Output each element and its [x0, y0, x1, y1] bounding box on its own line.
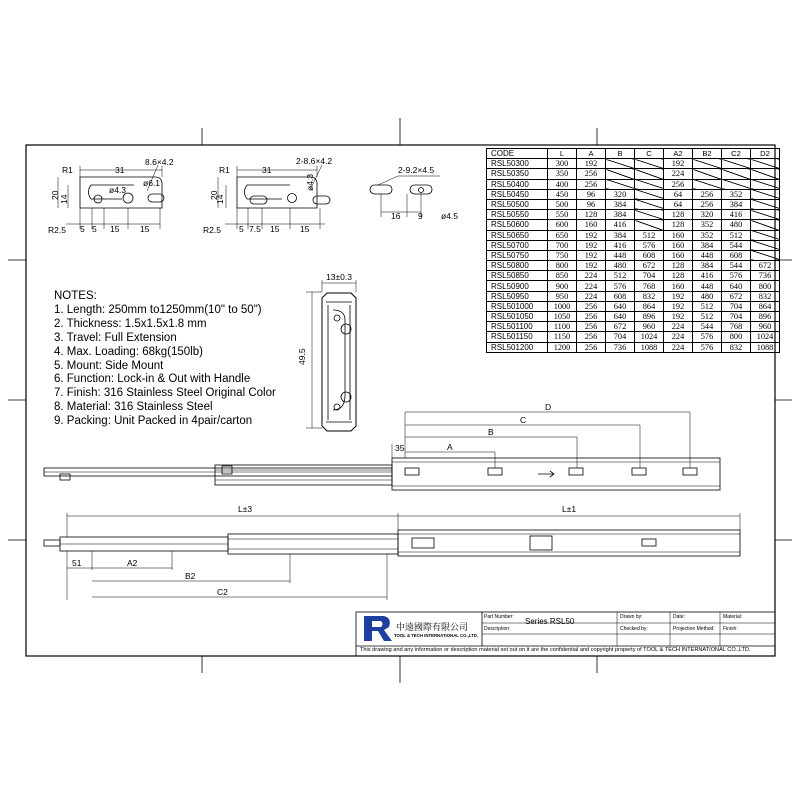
- value-cell: 672: [606, 322, 635, 332]
- value-cell: 160: [577, 220, 606, 230]
- code-cell: RSL501000: [487, 301, 548, 311]
- side-view-closed: [44, 513, 740, 600]
- dimension-table: [486, 148, 780, 353]
- code-cell: RSL501200: [487, 342, 548, 352]
- value-cell: 128: [664, 271, 693, 281]
- value-cell: 896: [635, 312, 664, 322]
- column-header: C2: [722, 149, 751, 159]
- value-cell: 192: [577, 159, 606, 169]
- dim-text: C2: [217, 587, 228, 597]
- value-cell: 608: [635, 250, 664, 260]
- value-cell: 192: [664, 312, 693, 322]
- dim-text: 49.5: [297, 348, 307, 365]
- value-cell: 608: [606, 291, 635, 301]
- value-cell: 256: [664, 179, 693, 189]
- value-cell: [606, 169, 635, 179]
- value-cell: 900: [548, 281, 577, 291]
- value-cell: 480: [693, 291, 722, 301]
- value-cell: 640: [606, 312, 635, 322]
- value-cell: 224: [664, 169, 693, 179]
- table-row: [487, 291, 780, 301]
- dim-text: 14: [215, 194, 225, 204]
- dim-text: 9: [418, 211, 423, 221]
- dim-text: 31: [262, 165, 272, 175]
- code-cell: RSL50850: [487, 271, 548, 281]
- value-cell: 352: [693, 220, 722, 230]
- value-cell: 192: [664, 291, 693, 301]
- value-cell: [751, 159, 780, 169]
- cross-section-view: [306, 280, 356, 431]
- value-cell: [635, 169, 664, 179]
- code-cell: RSL50350: [487, 169, 548, 179]
- value-cell: [693, 169, 722, 179]
- table-row: [487, 189, 780, 199]
- value-cell: 576: [635, 240, 664, 250]
- column-header: CODE: [487, 149, 548, 159]
- company-logo: [364, 616, 392, 641]
- value-cell: 224: [577, 281, 606, 291]
- value-cell: 160: [664, 281, 693, 291]
- dim-text: 35: [395, 443, 405, 453]
- value-cell: [751, 189, 780, 199]
- table-row: [487, 179, 780, 189]
- value-cell: 768: [722, 322, 751, 332]
- value-cell: [693, 159, 722, 169]
- value-cell: 256: [577, 342, 606, 352]
- value-cell: 416: [606, 240, 635, 250]
- value-cell: 576: [693, 332, 722, 342]
- value-cell: 650: [548, 230, 577, 240]
- value-cell: 224: [664, 332, 693, 342]
- value-cell: 224: [577, 271, 606, 281]
- dim-text: 15: [140, 224, 150, 234]
- value-cell: 96: [577, 199, 606, 209]
- bracket-detail-1: [58, 165, 164, 229]
- date-label: Date:: [673, 614, 685, 620]
- code-cell: RSL501100: [487, 322, 548, 332]
- value-cell: 256: [577, 169, 606, 179]
- value-cell: 480: [606, 261, 635, 271]
- value-cell: 800: [751, 281, 780, 291]
- value-cell: 704: [722, 301, 751, 311]
- value-cell: [635, 159, 664, 169]
- value-cell: 512: [693, 301, 722, 311]
- value-cell: [635, 220, 664, 230]
- value-cell: 384: [606, 210, 635, 220]
- value-cell: 1000: [548, 301, 577, 311]
- value-cell: [693, 179, 722, 189]
- dim-text: B2: [185, 571, 196, 581]
- value-cell: 736: [606, 342, 635, 352]
- value-cell: 850: [548, 271, 577, 281]
- value-cell: 96: [577, 189, 606, 199]
- dim-text: R2.5: [48, 225, 66, 235]
- value-cell: [751, 250, 780, 260]
- value-cell: 256: [693, 199, 722, 209]
- notes-heading: NOTES:: [54, 290, 97, 302]
- value-cell: 600: [548, 220, 577, 230]
- code-cell: RSL50800: [487, 261, 548, 271]
- part-number-label: Part Number:: [484, 614, 514, 620]
- dim-text: B: [488, 427, 494, 437]
- table-row: [487, 220, 780, 230]
- table-row: [487, 301, 780, 311]
- value-cell: 1088: [751, 342, 780, 352]
- code-cell: RSL50450: [487, 189, 548, 199]
- dim-text: A: [447, 442, 453, 452]
- note-item: 6. Function: Lock-in & Out with Handle: [54, 373, 251, 386]
- value-cell: 512: [693, 312, 722, 322]
- value-cell: 864: [635, 301, 664, 311]
- value-cell: 1050: [548, 312, 577, 322]
- value-cell: 448: [693, 250, 722, 260]
- dim-text: 13±0.3: [326, 272, 352, 282]
- value-cell: [606, 159, 635, 169]
- table-row: [487, 281, 780, 291]
- dim-text: 7.5: [249, 224, 261, 234]
- value-cell: 300: [548, 159, 577, 169]
- value-cell: [751, 240, 780, 250]
- value-cell: 1024: [751, 332, 780, 342]
- table-header-row: [487, 149, 780, 159]
- note-item: 5. Mount: Side Mount: [54, 359, 164, 372]
- drawn-by-label: Drawn by:: [620, 614, 643, 620]
- value-cell: 512: [635, 230, 664, 240]
- table-row: [487, 240, 780, 250]
- value-cell: 750: [548, 250, 577, 260]
- value-cell: 832: [751, 291, 780, 301]
- note-item: 8. Material: 316 Stainless Steel: [54, 401, 213, 414]
- value-cell: 128: [664, 210, 693, 220]
- value-cell: 256: [693, 189, 722, 199]
- value-cell: 1150: [548, 332, 577, 342]
- value-cell: 224: [577, 291, 606, 301]
- value-cell: 736: [751, 271, 780, 281]
- value-cell: 224: [664, 342, 693, 352]
- value-cell: 704: [606, 332, 635, 342]
- value-cell: [751, 210, 780, 220]
- value-cell: [722, 179, 751, 189]
- value-cell: 352: [722, 189, 751, 199]
- table-row: [487, 322, 780, 332]
- dim-text: R1: [62, 165, 73, 175]
- dim-text: 20: [50, 190, 60, 200]
- dim-text: 51: [72, 558, 82, 568]
- value-cell: 950: [548, 291, 577, 301]
- note-item: 7. Finish: 316 Stainless Steel Original Color: [54, 387, 276, 400]
- table-row: [487, 342, 780, 352]
- table-row: [487, 312, 780, 322]
- value-cell: 544: [722, 261, 751, 271]
- copyright-footer: This drawing and any information or description material set out on it are the confidential and copyright property of TOOL & TECH INTERNATIONAL CO.,LTD.: [360, 647, 751, 653]
- value-cell: 256: [577, 312, 606, 322]
- value-cell: 704: [722, 312, 751, 322]
- column-header: B: [606, 149, 635, 159]
- value-cell: 320: [693, 210, 722, 220]
- value-cell: 160: [664, 240, 693, 250]
- value-cell: 448: [693, 281, 722, 291]
- value-cell: [751, 179, 780, 189]
- value-cell: 896: [751, 312, 780, 322]
- value-cell: 64: [664, 189, 693, 199]
- value-cell: 512: [722, 230, 751, 240]
- value-cell: 256: [577, 301, 606, 311]
- value-cell: 128: [664, 220, 693, 230]
- code-cell: RSL50750: [487, 250, 548, 260]
- column-header: L: [548, 149, 577, 159]
- dim-text: 31: [115, 165, 125, 175]
- value-cell: 1100: [548, 322, 577, 332]
- value-cell: 192: [577, 250, 606, 260]
- value-cell: [635, 179, 664, 189]
- value-cell: 192: [664, 159, 693, 169]
- value-cell: 640: [722, 281, 751, 291]
- dim-text: L±3: [238, 504, 253, 514]
- code-cell: RSL50300: [487, 159, 548, 169]
- dim-text: ø4.3: [109, 185, 127, 195]
- value-cell: 576: [722, 271, 751, 281]
- dim-text: 15: [110, 224, 120, 234]
- value-cell: 256: [577, 179, 606, 189]
- bracket-detail-3: [370, 176, 440, 217]
- value-cell: 384: [693, 240, 722, 250]
- value-cell: 192: [664, 301, 693, 311]
- company-name-cn: 中遠國際有限公司: [396, 622, 469, 632]
- value-cell: 160: [664, 230, 693, 240]
- table-row: [487, 210, 780, 220]
- note-item: 4. Max. Loading: 68kg(150lb): [54, 345, 203, 358]
- dim-text: 20: [209, 190, 219, 200]
- note-item: 2. Thickness: 1.5x1.5x1.8 mm: [54, 317, 207, 330]
- finish-label: Finish:: [723, 626, 738, 632]
- value-cell: 192: [577, 240, 606, 250]
- value-cell: 768: [635, 281, 664, 291]
- value-cell: [751, 230, 780, 240]
- dim-text: 16: [391, 211, 401, 221]
- dim-text: 5: [92, 224, 97, 234]
- checked-by-label: Checked by:: [620, 626, 648, 632]
- description-label: Description:: [484, 626, 511, 632]
- value-cell: 416: [693, 271, 722, 281]
- note-item: 9. Packing: Unit Packed in 4pair/carton: [54, 415, 253, 428]
- material-label: Material:: [723, 614, 743, 620]
- value-cell: [635, 199, 664, 209]
- value-cell: 448: [606, 250, 635, 260]
- part-number-value: Series RSL50: [525, 617, 575, 626]
- value-cell: 1024: [635, 332, 664, 342]
- dim-text: R1: [219, 165, 230, 175]
- value-cell: 416: [722, 210, 751, 220]
- column-header: C: [635, 149, 664, 159]
- dim-text: L±1: [562, 504, 577, 514]
- dim-text: ø6.1: [143, 178, 161, 188]
- value-cell: 384: [722, 199, 751, 209]
- value-cell: 704: [635, 271, 664, 281]
- value-cell: 672: [722, 291, 751, 301]
- value-cell: 416: [606, 220, 635, 230]
- dim-text: ø4.3: [305, 173, 315, 191]
- dim-text: D: [545, 402, 552, 412]
- code-cell: RSL50400: [487, 179, 548, 189]
- code-cell: RSL501050: [487, 312, 548, 322]
- dim-text: C: [520, 415, 527, 425]
- value-cell: 350: [548, 169, 577, 179]
- notes-block: [54, 290, 276, 429]
- value-cell: 550: [548, 210, 577, 220]
- value-cell: 800: [722, 332, 751, 342]
- value-cell: 1088: [635, 342, 664, 352]
- value-cell: [751, 199, 780, 209]
- table-row: [487, 271, 780, 281]
- dim-text: R2.5: [203, 225, 221, 235]
- column-header: A: [577, 149, 606, 159]
- dim-text: 14: [59, 194, 69, 204]
- value-cell: 544: [722, 240, 751, 250]
- dim-text: A2: [127, 558, 138, 568]
- column-header: A2: [664, 149, 693, 159]
- value-cell: 640: [606, 301, 635, 311]
- value-cell: 576: [693, 342, 722, 352]
- value-cell: 384: [606, 199, 635, 209]
- value-cell: 384: [693, 261, 722, 271]
- value-cell: 864: [751, 301, 780, 311]
- dim-text: 15: [300, 224, 310, 234]
- value-cell: [722, 169, 751, 179]
- value-cell: 128: [577, 210, 606, 220]
- dim-text: ø4.5: [441, 211, 459, 221]
- value-cell: 450: [548, 189, 577, 199]
- code-cell: RSL50900: [487, 281, 548, 291]
- projection-label: Projection Method:: [673, 626, 715, 632]
- value-cell: 800: [548, 261, 577, 271]
- dim-text: 5: [80, 224, 85, 234]
- value-cell: 960: [635, 322, 664, 332]
- note-item: 3. Travel: Full Extension: [54, 331, 177, 344]
- value-cell: 1200: [548, 342, 577, 352]
- value-cell: 256: [577, 332, 606, 342]
- value-cell: [751, 169, 780, 179]
- table-row: [487, 169, 780, 179]
- dim-text: 2-8.6×4.2: [296, 156, 333, 166]
- dim-text: 5: [239, 224, 244, 234]
- code-cell: RSL50950: [487, 291, 548, 301]
- code-cell: RSL50650: [487, 230, 548, 240]
- code-cell: RSL50550: [487, 210, 548, 220]
- value-cell: 384: [606, 230, 635, 240]
- dim-text: 8.6×4.2: [145, 157, 174, 167]
- company-name-en: TOOL & TECH INTERNATIONAL CO.,LTD.: [394, 633, 479, 638]
- value-cell: [606, 179, 635, 189]
- value-cell: 672: [635, 261, 664, 271]
- value-cell: 64: [664, 199, 693, 209]
- value-cell: 832: [722, 342, 751, 352]
- column-header: B2: [693, 149, 722, 159]
- table-row: [487, 250, 780, 260]
- table-row: [487, 261, 780, 271]
- code-cell: RSL50700: [487, 240, 548, 250]
- dim-text: 2-9.2×4.5: [398, 165, 435, 175]
- column-header: D2: [751, 149, 780, 159]
- table-row: [487, 199, 780, 209]
- value-cell: 480: [722, 220, 751, 230]
- value-cell: 160: [664, 250, 693, 260]
- value-cell: 576: [606, 281, 635, 291]
- table-row: [487, 159, 780, 169]
- code-cell: RSL50500: [487, 199, 548, 209]
- value-cell: [635, 189, 664, 199]
- value-cell: 192: [577, 261, 606, 271]
- note-item: 1. Length: 250mm to1250mm(10" to 50"): [54, 303, 262, 316]
- code-cell: RSL501150: [487, 332, 548, 342]
- value-cell: 832: [635, 291, 664, 301]
- dim-text: 15: [270, 224, 280, 234]
- value-cell: 672: [751, 261, 780, 271]
- value-cell: 400: [548, 179, 577, 189]
- value-cell: 192: [577, 230, 606, 240]
- value-cell: 256: [577, 322, 606, 332]
- value-cell: 700: [548, 240, 577, 250]
- code-cell: RSL50600: [487, 220, 548, 230]
- value-cell: [751, 220, 780, 230]
- value-cell: 960: [751, 322, 780, 332]
- value-cell: [635, 210, 664, 220]
- value-cell: [722, 159, 751, 169]
- value-cell: 224: [664, 322, 693, 332]
- value-cell: 500: [548, 199, 577, 209]
- value-cell: 320: [606, 189, 635, 199]
- value-cell: 608: [722, 250, 751, 260]
- value-cell: 352: [693, 230, 722, 240]
- table-row: [487, 230, 780, 240]
- value-cell: 128: [664, 261, 693, 271]
- value-cell: 544: [693, 322, 722, 332]
- value-cell: 512: [606, 271, 635, 281]
- table-row: [487, 332, 780, 342]
